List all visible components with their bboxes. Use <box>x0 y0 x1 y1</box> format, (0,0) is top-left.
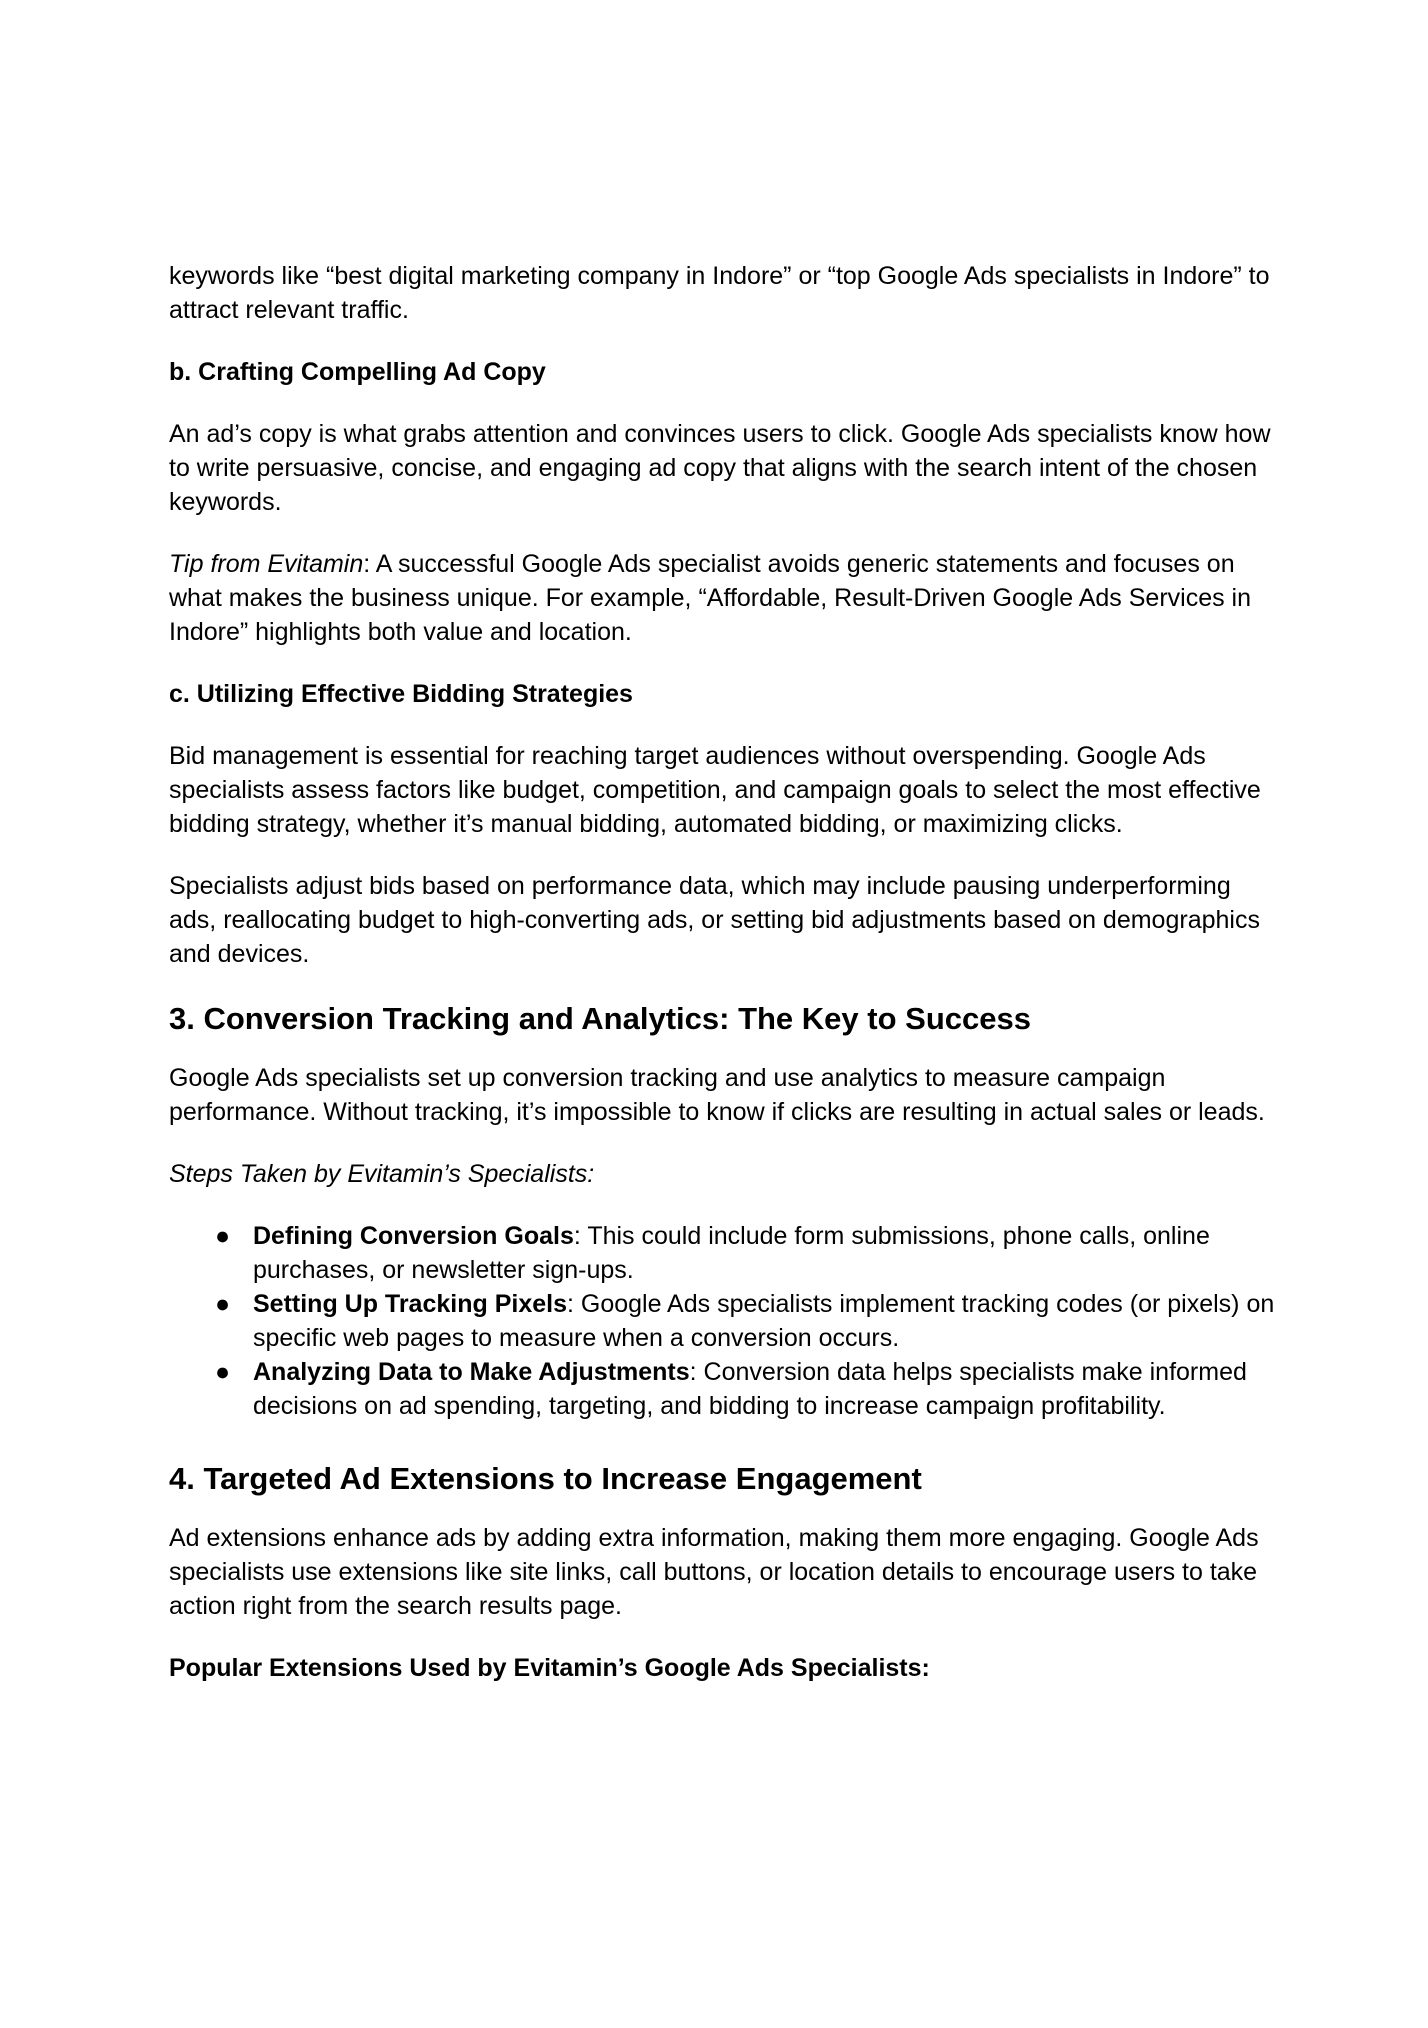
steps-list <box>169 1219 1279 1423</box>
tip-paragraph <box>169 547 1279 649</box>
list-item-text: : Conversion data helps specialists make informed decisions on ad spending, targeting, and bidding to increase campaign profitability. <box>253 1358 1247 1420</box>
extensions-paragraph: Ad extensions enhance ads by adding extra information, making them more engaging. Google Ads specialists use extensions like site links, call buttons, or location details to encourage users to take action right from the search results page. <box>169 1524 1259 1620</box>
bullet-icon: ● <box>215 1222 231 1250</box>
list-item-text: : This could include form submissions, phone calls, online purchases, or newsletter sign-ups. <box>253 1222 1210 1284</box>
bullet-icon: ● <box>215 1290 231 1318</box>
tip-label: Tip from Evitamin <box>169 550 364 578</box>
keywords-paragraph: keywords like “best digital marketing company in Indore” or “top Google Ads specialists in Indore” to attract relevant traffic. <box>169 262 1270 324</box>
section-3-heading: 3. Conversion Tracking and Analytics: The Key to Success <box>169 1001 1031 1036</box>
list-item <box>169 1355 1279 1423</box>
conversion-paragraph: Google Ads specialists set up conversion tracking and use analytics to measure campaign performance. Without tracking, it’s impossible to know if clicks are resulting in actual sales or leads. <box>169 1064 1265 1126</box>
list-item-term: Defining Conversion Goals <box>253 1222 574 1250</box>
tip-body: : A successful Google Ads specialist avoids generic statements and focuses on what makes the business unique. For example, “Affordable, Result-Driven Google Ads Services in Indore” highlights both value and location. <box>169 550 1252 646</box>
bullet-icon: ● <box>215 1358 231 1386</box>
list-item-term: Setting Up Tracking Pixels <box>253 1290 567 1318</box>
list-item <box>169 1287 1279 1355</box>
bidding-paragraph-2: Specialists adjust bids based on performance data, which may include pausing underperforming ads, reallocating budget to high-converting ads, or setting bid adjustments based on demographics and devices. <box>169 872 1260 968</box>
section-4-heading: 4. Targeted Ad Extensions to Increase Engagement <box>169 1461 922 1496</box>
subheading-ad-copy: b. Crafting Compelling Ad Copy <box>169 358 546 386</box>
list-item-text: : Google Ads specialists implement tracking codes (or pixels) on specific web pages to measure when a conversion occurs. <box>253 1290 1275 1352</box>
list-item-term: Analyzing Data to Make Adjustments <box>253 1358 690 1386</box>
ad-copy-paragraph: An ad’s copy is what grabs attention and convinces users to click. Google Ads specialists know how to write persuasive, concise, and engaging ad copy that aligns with the search intent of the chosen keywords. <box>169 420 1271 516</box>
document-page <box>169 259 1279 1713</box>
list-item <box>169 1219 1279 1287</box>
subheading-bidding: c. Utilizing Effective Bidding Strategies <box>169 680 633 708</box>
steps-label: Steps Taken by Evitamin’s Specialists: <box>169 1160 595 1188</box>
extensions-subheading: Popular Extensions Used by Evitamin’s Google Ads Specialists: <box>169 1654 930 1682</box>
bidding-paragraph-1: Bid management is essential for reaching target audiences without overspending. Google Ads specialists assess factors like budget, competition, and campaign goals to select the most effective bidding strategy, whether it’s manual bidding, automated bidding, or maximizing clicks. <box>169 742 1261 838</box>
